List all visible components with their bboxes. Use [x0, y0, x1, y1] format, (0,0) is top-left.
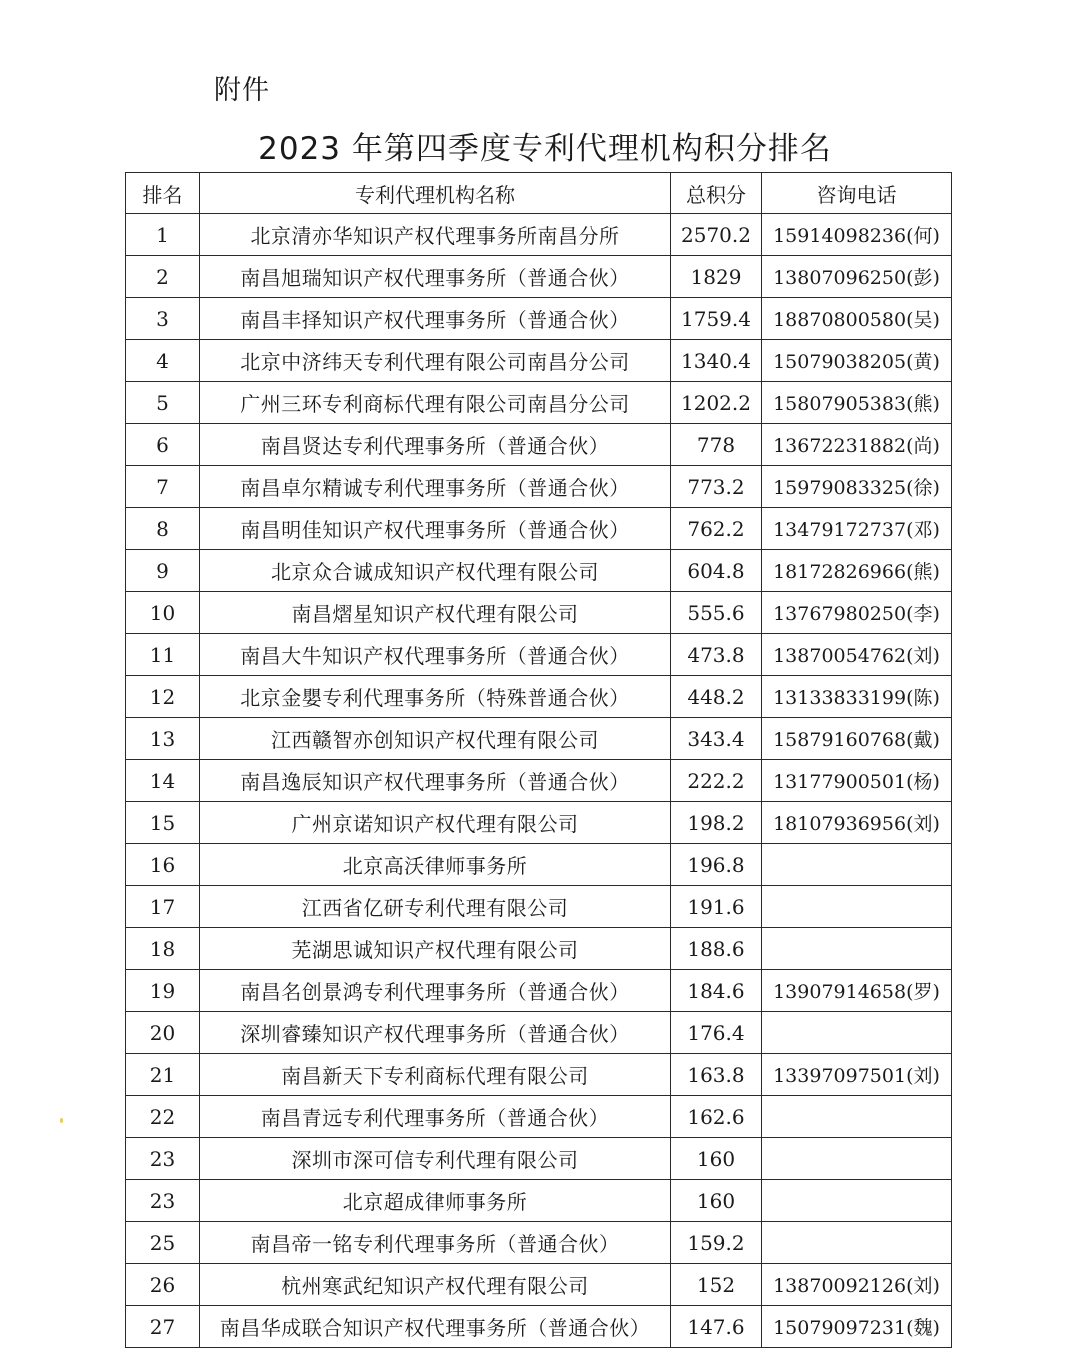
rank-cell: 9 [126, 550, 200, 592]
score-cell: 778 [671, 424, 762, 466]
phone-cell [762, 844, 952, 886]
table-row [126, 928, 952, 970]
agency-name-cell: 江西省亿研专利代理有限公司 [200, 886, 671, 928]
rank-cell: 27 [126, 1306, 200, 1348]
table-row [126, 550, 952, 592]
agency-name-cell: 南昌新天下专利商标代理有限公司 [200, 1054, 671, 1096]
rank-cell: 12 [126, 676, 200, 718]
phone-cell: 15879160768(戴) [762, 718, 952, 760]
rank-cell: 3 [126, 298, 200, 340]
agency-name-cell: 广州三环专利商标代理有限公司南昌分公司 [200, 382, 671, 424]
rank-cell: 8 [126, 508, 200, 550]
score-cell: 163.8 [671, 1054, 762, 1096]
rank-cell: 7 [126, 466, 200, 508]
agency-name-cell: 南昌旭瑞知识产权代理事务所（普通合伙） [200, 256, 671, 298]
agency-name-cell: 深圳市深可信专利代理有限公司 [200, 1138, 671, 1180]
score-cell: 147.6 [671, 1306, 762, 1348]
agency-name-cell: 深圳睿臻知识产权代理事务所（普通合伙） [200, 1012, 671, 1054]
score-cell: 160 [671, 1138, 762, 1180]
table-row [126, 466, 952, 508]
table-row [126, 1222, 952, 1264]
table-row [126, 970, 952, 1012]
phone-cell: 13479172737(邓) [762, 508, 952, 550]
rank-cell: 11 [126, 634, 200, 676]
phone-cell: 15914098236(何) [762, 214, 952, 256]
phone-cell [762, 1180, 952, 1222]
score-cell: 762.2 [671, 508, 762, 550]
phone-cell: 13397097501(刘) [762, 1054, 952, 1096]
phone-cell: 15807905383(熊) [762, 382, 952, 424]
table-row [126, 634, 952, 676]
rank-cell: 23 [126, 1138, 200, 1180]
score-cell: 198.2 [671, 802, 762, 844]
table-row [126, 1180, 952, 1222]
table-row [126, 760, 952, 802]
rank-cell: 20 [126, 1012, 200, 1054]
rank-cell: 10 [126, 592, 200, 634]
score-cell: 159.2 [671, 1222, 762, 1264]
phone-cell [762, 928, 952, 970]
phone-cell: 13870054762(刘) [762, 634, 952, 676]
column-header-score: 总积分 [671, 173, 762, 214]
table-row [126, 802, 952, 844]
agency-name-cell: 南昌丰择知识产权代理事务所（普通合伙） [200, 298, 671, 340]
attachment-label: 附件 [214, 75, 270, 106]
phone-cell: 18107936956(刘) [762, 802, 952, 844]
phone-cell [762, 1012, 952, 1054]
rank-cell: 23 [126, 1180, 200, 1222]
table-row [126, 508, 952, 550]
column-header-rank: 排名 [126, 173, 200, 214]
phone-cell [762, 886, 952, 928]
table-row [126, 844, 952, 886]
rank-cell: 26 [126, 1264, 200, 1306]
score-cell: 184.6 [671, 970, 762, 1012]
phone-cell: 13907914658(罗) [762, 970, 952, 1012]
rank-cell: 19 [126, 970, 200, 1012]
rank-cell: 1 [126, 214, 200, 256]
agency-name-cell: 杭州寒武纪知识产权代理有限公司 [200, 1264, 671, 1306]
agency-name-cell: 南昌卓尔精诚专利代理事务所（普通合伙） [200, 466, 671, 508]
score-cell: 448.2 [671, 676, 762, 718]
agency-name-cell: 江西赣智亦创知识产权代理有限公司 [200, 718, 671, 760]
score-cell: 1340.4 [671, 340, 762, 382]
agency-name-cell: 南昌名创景鸿专利代理事务所（普通合伙） [200, 970, 671, 1012]
table-header-row [126, 173, 952, 214]
rank-cell: 5 [126, 382, 200, 424]
rank-cell: 13 [126, 718, 200, 760]
agency-name-cell: 北京清亦华知识产权代理事务所南昌分所 [200, 214, 671, 256]
phone-cell: 15979083325(徐) [762, 466, 952, 508]
score-cell: 343.4 [671, 718, 762, 760]
score-cell: 1829 [671, 256, 762, 298]
score-cell: 2570.2 [671, 214, 762, 256]
phone-cell [762, 1138, 952, 1180]
agency-name-cell: 北京中济纬天专利代理有限公司南昌分公司 [200, 340, 671, 382]
rank-cell: 2 [126, 256, 200, 298]
table-row [126, 1012, 952, 1054]
phone-cell: 13177900501(杨) [762, 760, 952, 802]
rank-cell: 21 [126, 1054, 200, 1096]
score-cell: 152 [671, 1264, 762, 1306]
agency-name-cell: 北京金嬰专利代理事务所（特殊普通合伙） [200, 676, 671, 718]
phone-cell: 13672231882(尚) [762, 424, 952, 466]
score-cell: 604.8 [671, 550, 762, 592]
agency-name-cell: 南昌明佳知识产权代理事务所（普通合伙） [200, 508, 671, 550]
document-title: 2023 年第四季度专利代理机构积分排名 [258, 131, 832, 167]
phone-cell: 15079038205(黄) [762, 340, 952, 382]
phone-cell [762, 1222, 952, 1264]
rank-cell: 14 [126, 760, 200, 802]
table-row [126, 676, 952, 718]
table-row [126, 424, 952, 466]
rank-cell: 25 [126, 1222, 200, 1264]
phone-cell [762, 1096, 952, 1138]
rank-cell: 17 [126, 886, 200, 928]
table-row [126, 382, 952, 424]
agency-name-cell: 芜湖思诚知识产权代理有限公司 [200, 928, 671, 970]
phone-cell: 13133833199(陈) [762, 676, 952, 718]
score-cell: 162.6 [671, 1096, 762, 1138]
column-header-phone: 咨询电话 [762, 173, 952, 214]
rank-cell: 22 [126, 1096, 200, 1138]
phone-cell: 13767980250(李) [762, 592, 952, 634]
rank-cell: 15 [126, 802, 200, 844]
agency-name-cell: 南昌逸辰知识产权代理事务所（普通合伙） [200, 760, 671, 802]
score-cell: 188.6 [671, 928, 762, 970]
table-row [126, 1264, 952, 1306]
score-cell: 222.2 [671, 760, 762, 802]
score-cell: 473.8 [671, 634, 762, 676]
table-row [126, 256, 952, 298]
agency-name-cell: 南昌华成联合知识产权代理事务所（普通合伙） [200, 1306, 671, 1348]
rank-cell: 18 [126, 928, 200, 970]
score-cell: 1202.2 [671, 382, 762, 424]
table-row [126, 298, 952, 340]
score-cell: 191.6 [671, 886, 762, 928]
agency-name-cell: 北京众合诚成知识产权代理有限公司 [200, 550, 671, 592]
table-row [126, 1054, 952, 1096]
phone-cell: 18172826966(熊) [762, 550, 952, 592]
phone-cell: 15079097231(魏) [762, 1306, 952, 1348]
rank-cell: 6 [126, 424, 200, 466]
phone-cell: 13807096250(彭) [762, 256, 952, 298]
score-cell: 1759.4 [671, 298, 762, 340]
score-cell: 176.4 [671, 1012, 762, 1054]
agency-name-cell: 南昌大牛知识产权代理事务所（普通合伙） [200, 634, 671, 676]
table-row [126, 1096, 952, 1138]
agency-name-cell: 南昌贤达专利代理事务所（普通合伙） [200, 424, 671, 466]
scan-speck [60, 1118, 63, 1123]
agency-name-cell: 广州京诺知识产权代理有限公司 [200, 802, 671, 844]
table-row [126, 718, 952, 760]
phone-cell: 18870800580(吴) [762, 298, 952, 340]
score-cell: 773.2 [671, 466, 762, 508]
table-row [126, 592, 952, 634]
score-cell: 555.6 [671, 592, 762, 634]
table-row [126, 1138, 952, 1180]
agency-name-cell: 南昌青远专利代理事务所（普通合伙） [200, 1096, 671, 1138]
table-row [126, 1306, 952, 1348]
agency-name-cell: 南昌熠星知识产权代理有限公司 [200, 592, 671, 634]
ranking-table [125, 172, 952, 1348]
rank-cell: 16 [126, 844, 200, 886]
table-row [126, 340, 952, 382]
table-row [126, 214, 952, 256]
agency-name-cell: 南昌帝一铭专利代理事务所（普通合伙） [200, 1222, 671, 1264]
phone-cell: 13870092126(刘) [762, 1264, 952, 1306]
rank-cell: 4 [126, 340, 200, 382]
score-cell: 196.8 [671, 844, 762, 886]
agency-name-cell: 北京超成律师事务所 [200, 1180, 671, 1222]
table-row [126, 886, 952, 928]
column-header-name: 专利代理机构名称 [200, 173, 671, 214]
agency-name-cell: 北京高沃律师事务所 [200, 844, 671, 886]
score-cell: 160 [671, 1180, 762, 1222]
